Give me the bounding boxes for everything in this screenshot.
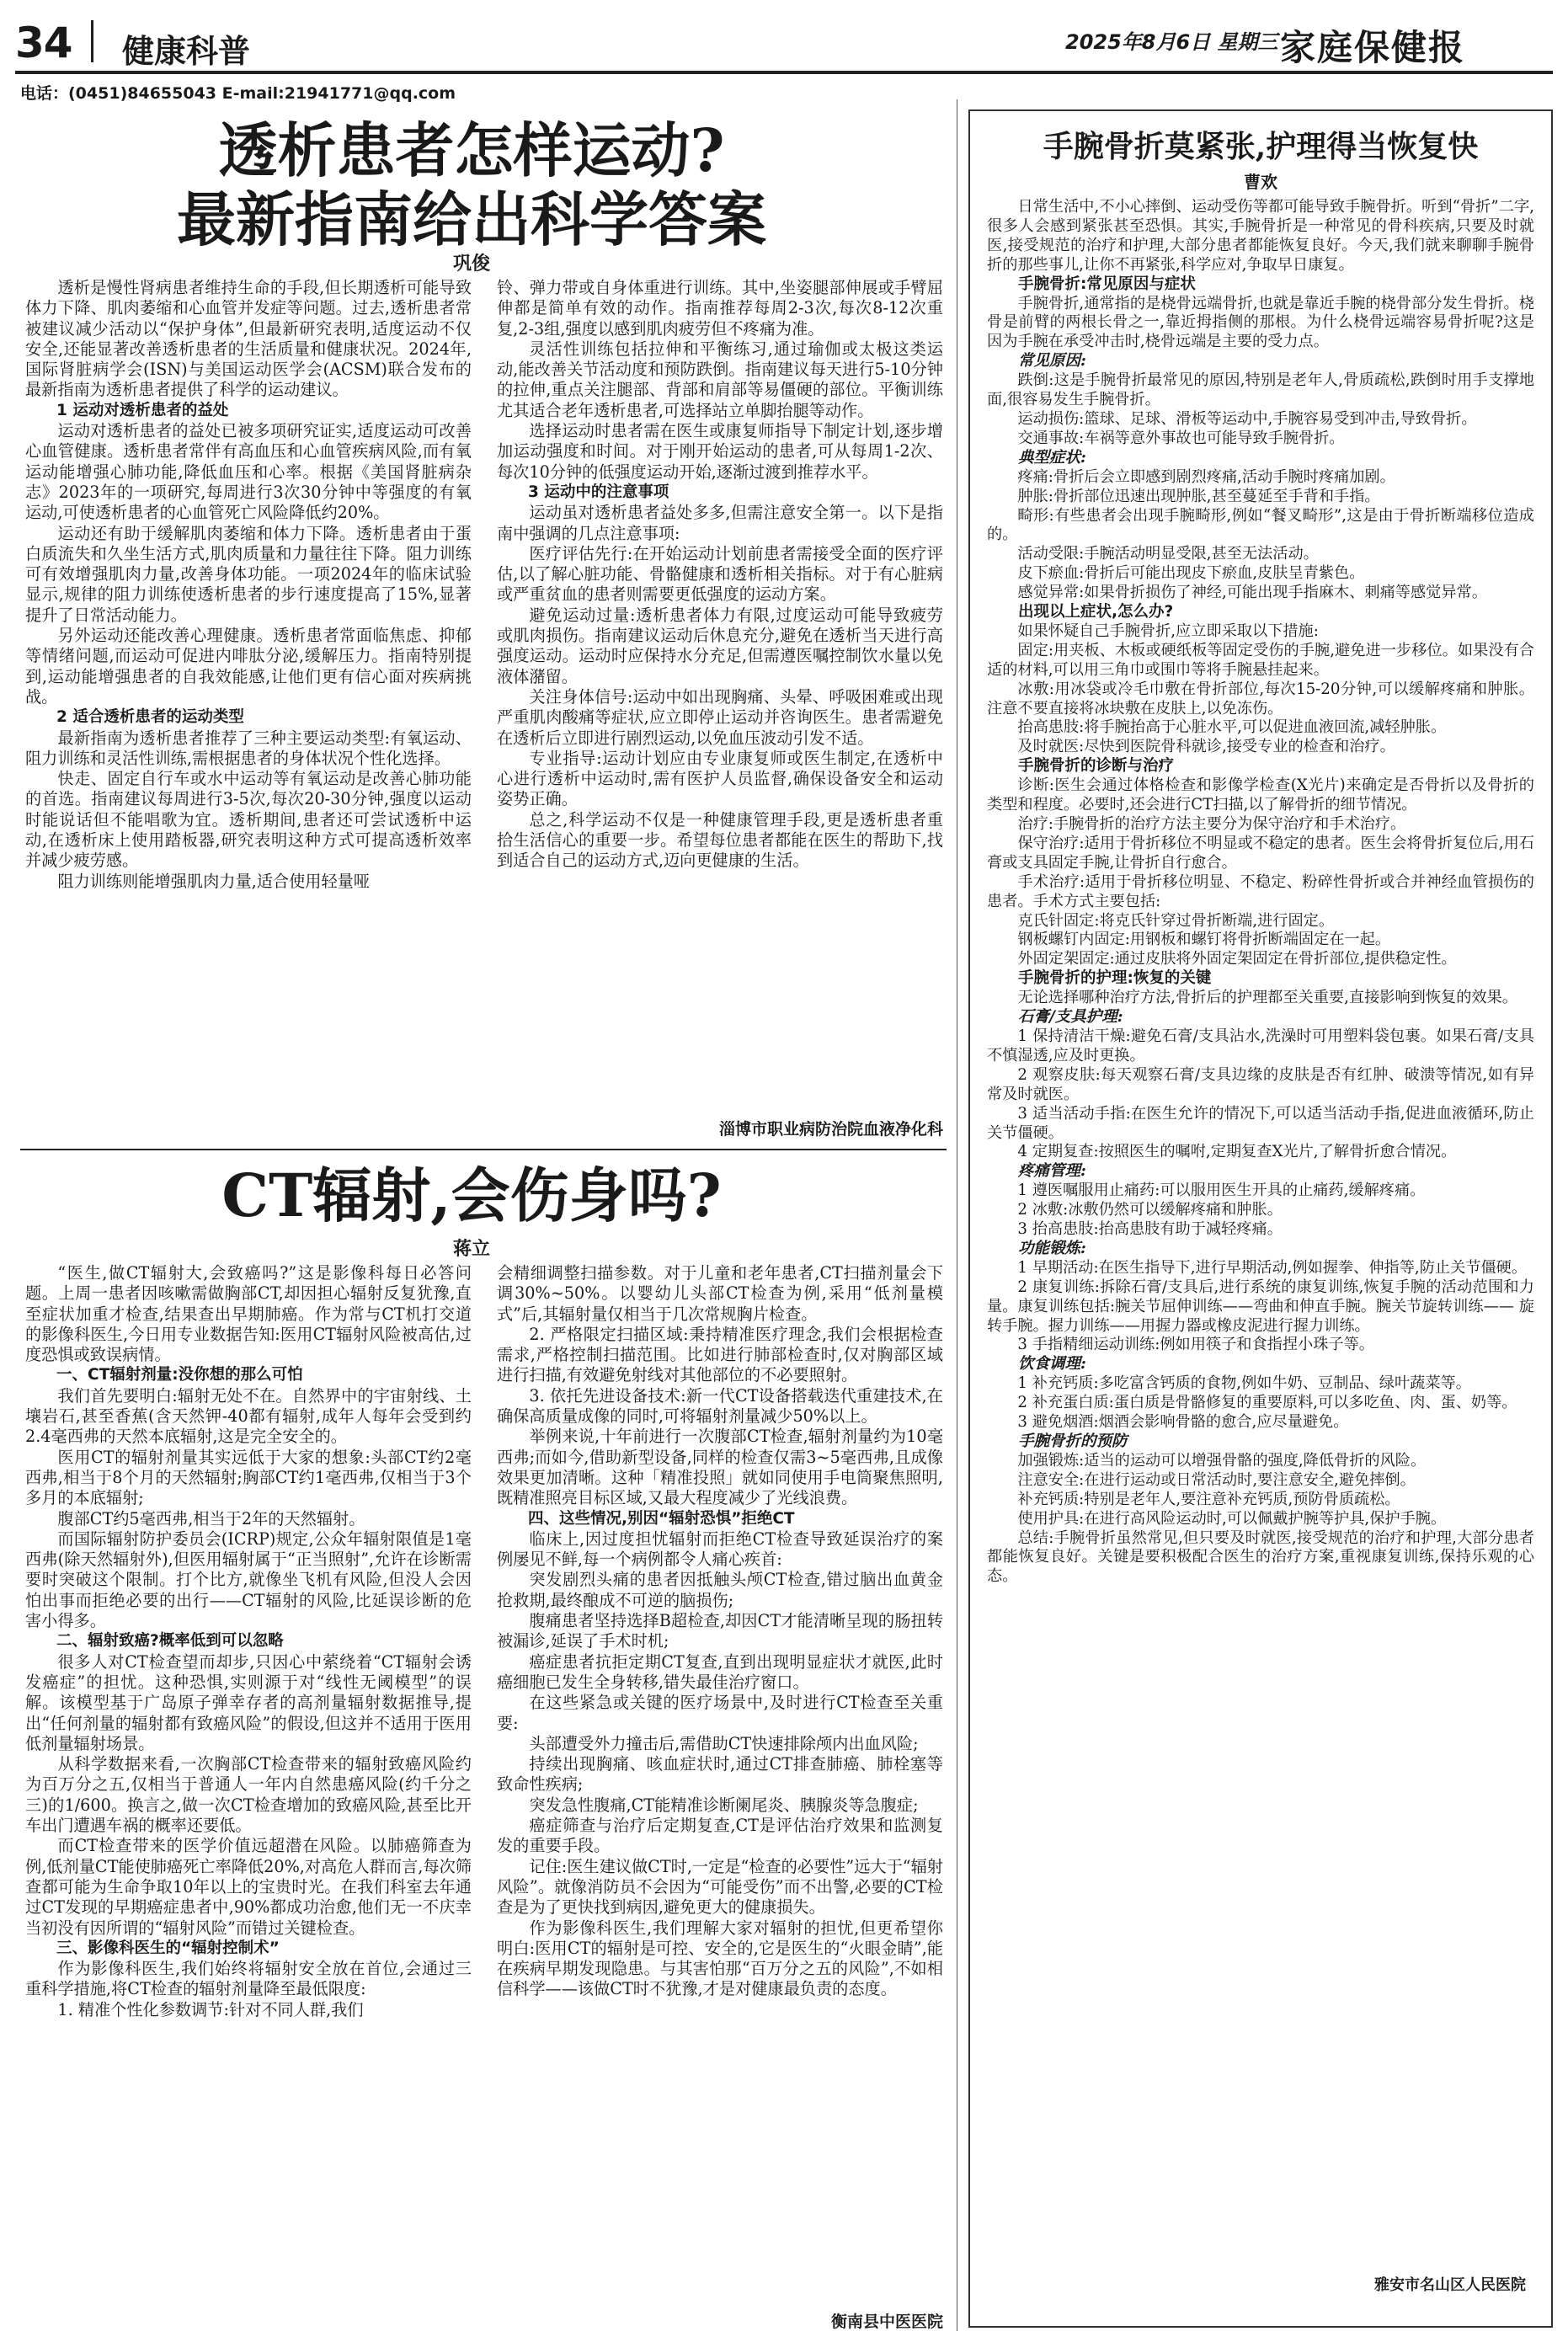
paragraph: 4 定期复查:按照医生的嘱咐,定期复查X光片,了解骨折愈合情况。 — [1017, 1143, 1457, 1161]
paragraph: 注意安全:在进行运动或日常活动时,要注意安全,避免摔倒。 — [1017, 1470, 1416, 1489]
section-heading: 手腕骨折的护理:恢复的关键 — [1018, 969, 1212, 988]
paragraph: 避免运动过量:透析患者体力有限,过度运动可能导致疲劳或肌肉损伤。指南建议运动后休息充分,避免在透析当天进行高强度运动。运动时应保持水分充足,但需遵医嘱控制饮水量以免液体潴留。 — [497, 605, 943, 686]
paragraph: 1. 精准个性化参数调节:针对不同人群,我们 — [57, 1999, 364, 2019]
paragraph: 活动受限:手腕活动明显受限,甚至无法活动。 — [1017, 545, 1319, 563]
paragraph: 2. 严格限定扫描区域:秉持精准医疗理念,我们会根据检查需求,严格控制扫描范围。比如进行肺部检查时,仅对胸部区域进行扫描,有效避免射线对其他部位的不必要照射。 — [497, 1324, 943, 1385]
section-heading: 出现以上症状,怎么办? — [1018, 603, 1174, 622]
paragraph: 阻力训练则能增强肌肉力量,适合使用轻量哑 — [57, 871, 371, 891]
subsection-heading: 手腕骨折的预防 — [1018, 1432, 1128, 1450]
paragraph: 补充钙质:特别是老年人,要注意补充钙质,预防骨质疏松。 — [1017, 1490, 1400, 1508]
header-rule — [15, 71, 1553, 74]
article3-author: 曹欢 — [1244, 172, 1277, 192]
paragraph: 交通事故:车祸等意外事故也可能导致手腕骨折。 — [1017, 429, 1345, 447]
paragraph: 感觉异常:如果骨折损伤了神经,可能出现手指麻木、刺痛等感觉异常。 — [1017, 584, 1487, 602]
paragraph: 透析是慢性肾病患者维持生命的手段,但长期透析可能导致体力下降、肌肉萎缩和心血管并发症等问题。过去,透析患者常被建议减少活动以“保护身体”,但最新研究表明,适度运动不仅安全,还能显著改善透析患者的生活质量和健康状况。2024年,国际肾脏病学会(ISN)与美国运动医学会(ACSM)联合发布的最新指南为透析患者提供了科学的运动建议。 — [25, 278, 472, 400]
paragraph: 保守治疗:适用于骨折移位不明显或不稳定的患者。医生会将骨折复位后,用石膏或支具固定手腕,让骨折自行愈合。 — [987, 834, 1534, 872]
section-heading: 三、影像科医生的“辐射控制术” — [56, 1939, 280, 1957]
paragraph: 头部遭受外力撞击后,需借助CT快速排除颅内出血风险; — [529, 1733, 919, 1753]
paragraph: 选择运动时患者需在医生或康复师指导下制定计划,逐步增加运动强度和时间。对于刚开始运动的患者,可从每周1-2次、每次10分钟的低强度运动开始,逐渐过渡到推荐水平。 — [497, 421, 943, 482]
paragraph: 总结:手腕骨折虽然常见,但只要及时就医,接受规范的治疗和护理,大部分患者都能恢复良好。关键是要积极配合医生的治疗方案,重视康复训练,保持乐观的心态。 — [987, 1528, 1534, 1586]
section-heading: 手腕骨折的诊断与治疗 — [1018, 757, 1175, 776]
paragraph: 持续出现胸痛、咳血症状时,通过CT排查肺癌、肺栓塞等致命性疾病; — [497, 1754, 943, 1795]
paragraph: 固定:用夹板、木板或硬纸板等固定受伤的手腕,避免进一步移位。如果没有合适的材料,可以用三角巾或围巾等将手腕悬挂起来。 — [987, 641, 1534, 679]
article2-title: CT辐射,会伤身吗? — [221, 1160, 722, 1230]
paragraph: 腹痛患者坚持选择B超检查,却因CT才能清晰呈现的肠扭转被漏诊,延误了手术时机; — [497, 1611, 943, 1651]
paragraph: 从科学数据来看,一次胸部CT检查带来的辐射致癌风险约为百万分之五,仅相当于普通人一年内自然患癌风险(约千分之三)的1/600。换言之,做一次CT检查增加的致癌风险,甚至比开车出门遭遇车祸的概率还要低。 — [25, 1754, 472, 1836]
paragraph: “医生,做CT辐射大,会致癌吗?”这是影像科每日必答问题。上周一患者因咳嗽需做胸部CT,却因担心辐射反复犹豫,直至症状加重才检查,结果查出早期肺癌。作为常与CT机打交道的影像科医生,今日用专业数据告知:医用CT辐射风险被高估,过度恐惧或致误病情。 — [25, 1263, 472, 1365]
paragraph: 医疗评估先行:在开始运动计划前患者需接受全面的医疗评估,以了解心脏功能、骨骼健康和透析相关指标。对于有心脏病或严重贫血的患者则需要更低强度的运动方案。 — [497, 543, 943, 605]
contact-info: 电话：(0451)84655043 E-mail:21941771@qq.com — [20, 84, 456, 103]
subsection-heading: 典型症状: — [1018, 448, 1086, 467]
paragraph: 突发剧烈头痛的患者因抵触头颅CT检查,错过脑出血黄金抢救期,最终酿成不可逆的脑损伤; — [497, 1570, 943, 1610]
paragraph: 无论选择哪种治疗方法,骨折后的护理都至关重要,直接影响到恢复的效果。 — [1017, 989, 1517, 1007]
paragraph: 诊断:医生会通过体格检查和影像学检查(X光片)来确定是否骨折以及骨折的类型和程度。必要时,还会进行CT扫描,以了解骨折的细节情况。 — [987, 776, 1534, 814]
paragraph: 举例来说,十年前进行一次腹部CT检查,辐射剂量约为10毫西弗;而如今,借助新型设备,同样的检查仅需3~5毫西弗,且成像效果更加清晰。这种「精准投照」就如同使用手电筒聚焦照明,既精准照亮目标区域,又最大程度减少了光线浪费。 — [497, 1427, 943, 1508]
paragraph: 畸形:有些患者会出现手腕畸形,例如“餐叉畸形”,这是由于骨折断端移位造成的。 — [987, 506, 1534, 544]
paragraph: 3 抬高患肢:抬高患肢有助于减轻疼痛。 — [1017, 1220, 1283, 1239]
paragraph: 运动损伤:篮球、足球、滑板等运动中,手腕容易受到冲击,导致骨折。 — [1017, 409, 1477, 428]
paragraph: 癌症筛查与治疗后定期复查,CT是评估治疗效果和监测复发的重要手段。 — [497, 1816, 943, 1856]
paragraph: 另外运动还能改善心理健康。透析患者常面临焦虑、抑郁等情绪问题,而运动可促进内啡肽分泌,缓解压力。指南特别提到,运动能增强患者的自我效能感,让他们更有信心面对疾病挑战。 — [25, 626, 472, 707]
paragraph: 而CT检查带来的医学价值远超潜在风险。以肺癌筛查为例,低剂量CT能使肺癌死亡率降低20%,对高危人群而言,每次筛查都可能为生命争取10年以上的宝贵时光。在我们科室去年通过CT发现的早期癌症患者中,90%都成功治愈,他们无一不庆幸当初没有因所谓的“辐射风险”而错过关键检查。 — [25, 1836, 472, 1938]
subsection-heading: 饮食调理: — [1018, 1355, 1086, 1374]
paragraph: 如果怀疑自己手腕骨折,应立即采取以下措施: — [1017, 622, 1319, 640]
paragraph: 癌症患者抗拒定期CT复查,直到出现明显症状才就医,此时癌细胞已发生全身转移,错失最佳治疗窗口。 — [497, 1651, 943, 1692]
paragraph: 冰敷:用冰袋或冷毛巾敷在骨折部位,每次15-20分钟,可以缓解疼痛和肿胀。注意不要直接将冰块敷在皮肤上,以免冻伤。 — [987, 680, 1534, 718]
paragraph: 而国际辐射防护委员会(ICRP)规定,公众年辐射限值是1毫西弗(除天然辐射外),但医用辐射属于“正当照射”,允许在诊断需要时突破这个限制。打个比方,就像坐飞机有风险,但没人会因怕出事而拒绝必要的出行——CT辐射的风险,比延误诊断的危害小得多。 — [25, 1528, 472, 1631]
paragraph: 日常生活中,不小心摔倒、运动受伤等都可能导致手腕骨折。听到“骨折”二字,很多人会感到紧张甚至恐惧。其实,手腕骨折是一种常见的骨科疾病,只要及时就医,接受规范的治疗和护理,大部分患者都能恢复良好。今天,我们就来聊聊手腕骨折的那些事儿,让你不再紧张,科学应对,争取早日康复。 — [987, 198, 1534, 274]
header-divider — [91, 20, 93, 62]
paragraph: 肿胀:骨折部位迅速出现肿胀,甚至蔓延至手背和手指。 — [1017, 487, 1380, 505]
paragraph: 1 保持清洁干燥:避免石膏/支具沾水,洗澡时可用塑料袋包裹。如果石膏/支具不慎湿透,应及时更换。 — [987, 1027, 1534, 1064]
paragraph: 3 适当活动手指:在医生允许的情况下,可以适当活动手指,促进血液循环,防止关节僵硬。 — [987, 1104, 1534, 1142]
paragraph: 外固定架固定:通过皮肤将外固定架固定在骨折部位,提供稳定性。 — [1017, 950, 1457, 968]
subsection-heading: 疼痛管理: — [1018, 1162, 1086, 1181]
paragraph: 总之,科学运动不仅是一种健康管理手段,更是透析患者重拾生活信心的重要一步。希望每位患者都能在医生的帮助下,找到适合自己的运动方式,迈向更健康的生活。 — [497, 809, 943, 871]
section-heading: 二、辐射致癌?概率低到可以忽略 — [56, 1632, 284, 1651]
paragraph: 钢板螺钉内固定:用钢板和螺钉将骨折断端固定在一起。 — [1017, 931, 1391, 949]
paragraph: 抬高患肢:将手腕抬高于心脏水平,可以促进血液回流,减轻肿胀。 — [1017, 718, 1447, 737]
paragraph: 专业指导:运动计划应由专业康复师或医生制定,在透析中心进行透析中运动时,需有医护人员监督,确保设备安全和运动姿势正确。 — [497, 748, 943, 809]
article1-title-line1: 透析患者怎样运动? — [218, 115, 725, 185]
paragraph: 皮下瘀血:骨折后可能出现皮下瘀血,皮肤呈青紫色。 — [1017, 564, 1365, 583]
section-heading: 1 运动对透析患者的益处 — [56, 401, 229, 419]
paragraph: 记住:医生建议做CT时,一定是“检查的必要性”远大于“辐射风险”。就像消防员不会因为“可能受伤”而不出警,必要的CT检查是为了更快找到病因,避免更大的健康损失。 — [497, 1856, 943, 1918]
article3-box — [968, 109, 1553, 2328]
paragraph-continuation: 铃、弹力带或自身体重进行训练。其中,坐姿腿部伸展或手臂屈伸都是简单有效的动作。指南推荐每周2-3次,每次8-12次重复,2-3组,强度以感到肌肉疲劳但不疼痛为准。 — [497, 278, 943, 339]
paragraph: 很多人对CT检查望而却步,只因心中萦绕着“CT辐射会诱发癌症”的担忧。这种恐惧,实则源于对“线性无阈模型”的误解。该模型基于广岛原子弹幸存者的高剂量辐射数据推导,提出“任何剂量的辐射都有致癌风险”的假设,但这并不适用于医用低剂量辐射场景。 — [25, 1651, 472, 1753]
paragraph: 医用CT的辐射剂量其实远低于大家的想象:头部CT约2毫西弗,相当于8个月的天然辐射;胸部CT约1毫西弗,仅相当于3个多月的本底辐射; — [25, 1447, 472, 1508]
article1-column-2 — [497, 278, 943, 1120]
article2-column-2 — [497, 1263, 943, 2306]
subsection-heading: 常见原因: — [1018, 352, 1086, 371]
paragraph: 1 补充钙质:多吃富含钙质的食物,例如牛奶、豆制品、绿叶蔬菜等。 — [1017, 1374, 1471, 1393]
paragraph: 关注身体信号:运动中如出现胸痛、头晕、呼吸困难或出现严重肌肉酸痛等症状,应立即停止运动并咨询医生。患者需避免在透析后立即进行剧烈运动,以免血压波动引发不适。 — [497, 686, 943, 748]
article1-signature: 淄博市职业病防治院血液净化科 — [718, 1120, 943, 1139]
section-heading: 手腕骨折:常见原因与症状 — [1018, 275, 1196, 293]
paragraph: 运动虽对透析患者益处多多,但需注意安全第一。以下是指南中强调的几点注意事项: — [497, 503, 943, 543]
article2-column-1 — [25, 1263, 472, 2324]
paragraph: 加强锻炼:适当的运动可以增强骨骼的强度,降低骨折的风险。 — [1017, 1451, 1427, 1470]
paragraph: 作为影像科医生,我们理解大家对辐射的担忧,但更希望你明白:医用CT的辐射是可控、安全的,它是医生的“火眼金睛”,能在疾病早期发现隐患。与其害怕那“百万分之五的风险”,不如相信科学——该做CT时不犹豫,才是对健康最负责的态度。 — [497, 1918, 943, 1999]
paragraph: 及时就医:尽快到医院骨科就诊,接受专业的检查和治疗。 — [1017, 738, 1395, 756]
paragraph: 1 早期活动:在医生指导下,进行早期活动,例如握拳、伸指等,防止关节僵硬。 — [1017, 1258, 1528, 1277]
paragraph: 临床上,因过度担忧辐射而拒绝CT检查导致延误治疗的案例屡见不鲜,每一个病例都令人痛心疾首: — [497, 1528, 943, 1570]
paragraph: 3 手指精细运动训练:例如用筷子和食指捏小珠子等。 — [1017, 1336, 1374, 1354]
article1-title — [51, 116, 893, 254]
issue-date: 2025年8月6日 星期三 — [1065, 30, 1278, 54]
paragraph: 突发急性腹痛,CT能精准诊断阑尾炎、胰腺炎等急腹症; — [529, 1795, 919, 1815]
paragraph: 最新指南为透析患者推荐了三种主要运动类型:有氧运动、阻力训练和灵活性训练,需根据患者的身体状况个性化选择。 — [25, 728, 472, 768]
paragraph: 跌倒:这是手腕骨折最常见的原因,特别是老年人,骨质疏松,跌倒时用手支撑地面,很容易发生手腕骨折。 — [987, 371, 1534, 409]
paragraph: 灵活性训练包括拉伸和平衡练习,通过瑜伽或太极这类运动,能改善关节活动度和预防跌倒。指南建议每天进行5-10分钟的拉伸,重点关注腿部、背部和肩部等易僵硬的部位。平衡训练尤其适合老年透析患者,可选择站立单脚抬腿等动作。 — [497, 339, 943, 420]
paragraph: 2 冰敷:冰敷仍然可以缓解疼痛和肿胀。 — [1017, 1201, 1283, 1219]
paragraph: 2 补充蛋白质:蛋白质是骨骼修复的重要原料,可以多吃鱼、肉、蛋、奶等。 — [1017, 1394, 1517, 1412]
article1-column-1 — [25, 278, 472, 1120]
paragraph: 在这些紧急或关键的医疗场景中,及时进行CT检查至关重要: — [497, 1693, 943, 1733]
section-heading: 2 适合透析患者的运动类型 — [56, 708, 244, 727]
article1-author: 巩俊 — [452, 253, 490, 275]
paragraph: 手腕骨折,通常指的是桡骨远端骨折,也就是靠近手腕的桡骨部分发生骨折。桡骨是前臂的两根长骨之一,靠近拇指侧的那根。为什么桡骨远端容易骨折呢?这是因为手腕在承受冲击时,桡骨远端是主要的受力点。 — [987, 294, 1534, 351]
paragraph: 2 观察皮肤:每天观察石膏/支具边缘的皮肤是否有红肿、破溃等情况,如有异常及时就医。 — [987, 1065, 1534, 1103]
article2-signature: 衡南县中医医院 — [830, 2313, 943, 2331]
paper-name: 家庭保健报 — [1280, 27, 1466, 68]
page-number: 34 — [15, 19, 72, 67]
section-heading: 3 运动中的注意事项 — [528, 483, 669, 501]
paragraph: 我们首先要明白:辐射无处不在。自然界中的宇宙射线、土壤岩石,甚至香蕉(含天然钾-40都有辐射,成年人每年会受到约2.4毫西弗的天然本底辐射,这是完全安全的。 — [25, 1385, 472, 1447]
subsection-heading: 石膏/支具护理: — [1018, 1008, 1123, 1027]
paragraph: 3 避免烟酒:烟酒会影响骨骼的愈合,应尽量避免。 — [1017, 1413, 1349, 1432]
paragraph: 疼痛:骨折后会立即感到剧烈疼痛,活动手腕时疼痛加剧。 — [1017, 467, 1395, 486]
paragraph: 腹部CT约5毫西弗,相当于2年的天然辐射。 — [57, 1508, 365, 1528]
article-divider — [20, 1149, 947, 1150]
paragraph: 1 遵医嘱服用止痛药:可以服用医生开具的止痛药,缓解疼痛。 — [1017, 1182, 1426, 1200]
paragraph: 作为影像科医生,我们始终将辐射安全放在首位,会通过三重科学措施,将CT检查的辐射剂量降至最低限度: — [25, 1959, 472, 1999]
paragraph: 克氏针固定:将克氏针穿过骨折断端,进行固定。 — [1017, 911, 1335, 930]
article2-author: 蒋立 — [452, 1238, 490, 1260]
paragraph: 2 康复训练:拆除石膏/支具后,进行系统的康复训练,恢复手腕的活动范围和力量。康复训练包括:腕关节屈伸训练——弯曲和伸直手腕。腕关节旋转训练—— 旋转手腕。握力训练——用握力器或橡皮泥进行握力训练。 — [987, 1278, 1534, 1335]
paragraph: 手术治疗:适用于骨折移位明显、不稳定、粉碎性骨折或合并神经血管损伤的患者。手术方式主要包括: — [987, 872, 1534, 910]
article1-title-line2: 最新指南给出科学答案 — [177, 184, 766, 254]
paragraph: 快走、固定自行车或水中运动等有氧运动是改善心肺功能的首选。指南建议每周进行3-5次,每次20-30分钟,强度以运动时能说话但不能唱歌为宜。透析期间,患者还可尝试透析中运动,在透析床上使用踏板器,研究表明这种方式可提高透析效率并减少疲劳感。 — [25, 769, 472, 871]
subsection-heading: 功能锻炼: — [1018, 1239, 1086, 1257]
section-title: 健康科普 — [122, 33, 251, 70]
article3-body — [987, 198, 1534, 2270]
paragraph: 运动对透析患者的益处已被多项研究证实,适度运动可改善心血管健康。透析患者常伴有高血压和心血管疾病风险,而有氧运动能增强心肺功能,降低血压和心率。根据《美国肾脏病杂志》2023年的一项研究,每周进行3次30分钟中等强度的有氧运动,可使透析患者的心血管死亡风险降低约20%。 — [25, 421, 472, 523]
paragraph-continuation: 会精细调整扫描参数。对于儿童和老年患者,CT扫描剂量会下调30%~50%。以婴幼儿头部CT检查为例,采用“低剂量模式”后,其辐射量仅相当于几次常规胸片检查。 — [497, 1263, 943, 1324]
article3-signature: 雅安市名山区人民医院 — [1374, 2276, 1526, 2294]
paragraph: 3. 依托先进设备技术:新一代CT设备搭载迭代重建技术,在确保高质量成像的同时,可将辐射剂量减少50%以上。 — [497, 1385, 943, 1427]
paragraph: 使用护具:在进行高风险运动时,可以佩戴护腕等护具,保护手腕。 — [1017, 1509, 1447, 1528]
article3-title: 手腕骨折莫紧张,护理得当恢复快 — [1043, 129, 1479, 164]
section-heading: 一、CT辐射剂量:没你想的那么可怕 — [56, 1366, 303, 1384]
paragraph: 运动还有助于缓解肌肉萎缩和体力下降。透析患者由于蛋白质流失和久坐生活方式,肌肉质量和力量往往下降。阻力训练可有效增强肌肉力量,改善身体功能。一项2024年的临床试验显示,规律的阻力训练使透析患者的步行速度提高了15%,显著提升了日常活动能力。 — [25, 523, 472, 625]
paragraph: 治疗:手腕骨折的治疗方法主要分为保守治疗和手术治疗。 — [1017, 815, 1406, 833]
section-heading: 四、这些情况,别因“辐射恐惧”拒绝CT — [528, 1509, 795, 1528]
